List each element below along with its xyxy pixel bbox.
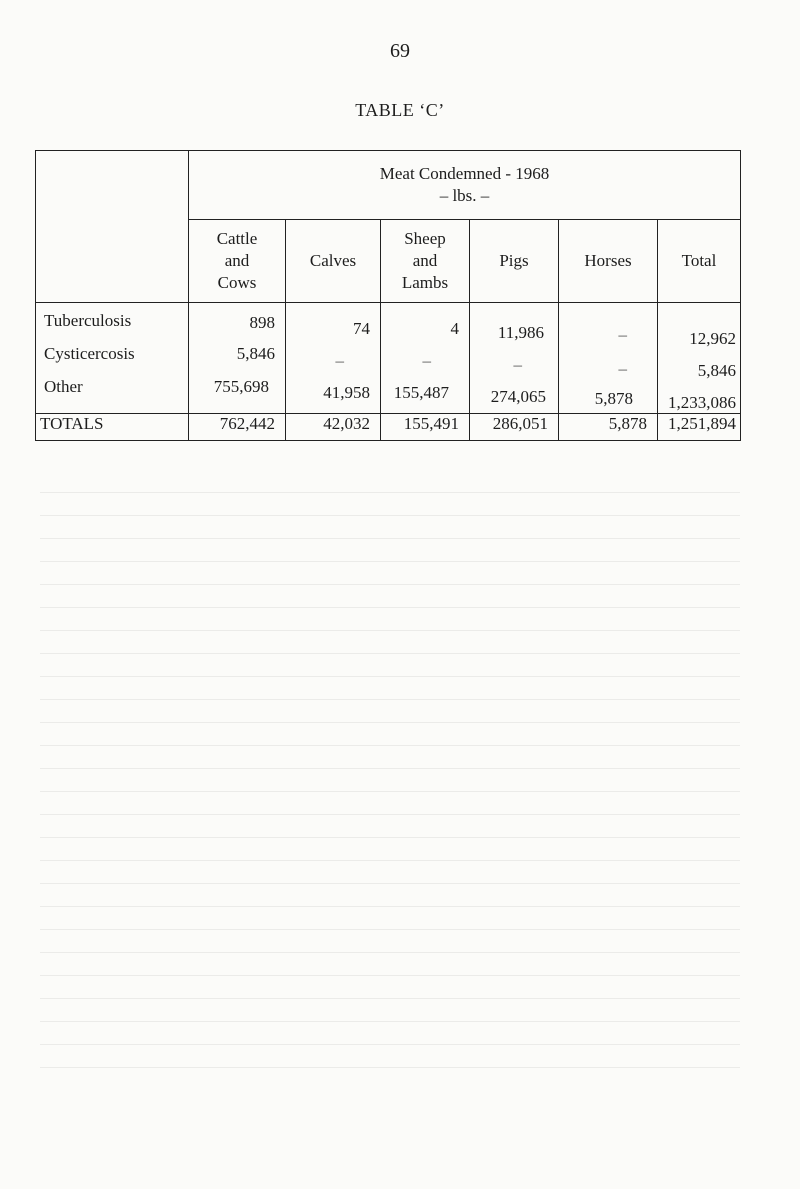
cell-value: 5,846	[236, 344, 275, 363]
meat-condemned-table	[35, 150, 741, 441]
pigs-values	[470, 303, 559, 414]
total-sheep: 155,491	[381, 414, 470, 441]
totals-row	[36, 414, 741, 441]
horses-values	[559, 303, 658, 414]
col-header-calves: Calves	[286, 220, 381, 303]
cell-value: 12,962	[689, 329, 736, 348]
col-header-total: Total	[658, 220, 741, 303]
cell-value: 5,846	[697, 361, 736, 380]
row-labels-cell	[36, 303, 189, 414]
cell-value: 4	[450, 319, 459, 338]
cell-value: 274,065	[490, 387, 546, 406]
total-horses: 5,878	[559, 414, 658, 441]
col-header-pigs: Pigs	[470, 220, 559, 303]
cell-value: 1,233,086	[668, 393, 736, 412]
cell-value: –	[618, 359, 627, 378]
table-title: TABLE ‘C’	[355, 100, 445, 120]
cell-value: 5,878	[594, 389, 633, 408]
page-number: 69	[390, 40, 410, 62]
total-pigs: 286,051	[470, 414, 559, 441]
corner-cell	[36, 151, 189, 303]
col-header-horses: Horses	[559, 220, 658, 303]
sheep-values	[381, 303, 470, 414]
cell-value: –	[618, 325, 627, 344]
total-values	[658, 303, 741, 414]
table-body	[36, 303, 741, 414]
super-header	[189, 151, 741, 220]
cell-value: 898	[249, 313, 275, 332]
cell-value: –	[335, 351, 344, 370]
cell-value: 11,986	[497, 323, 544, 342]
calves-values	[286, 303, 381, 414]
total-total: 1,251,894	[658, 414, 741, 441]
cell-value: 755,698	[213, 377, 269, 396]
cattle-values	[189, 303, 286, 414]
bleed-through-texture	[40, 470, 740, 1070]
col-header-cattle: Cattle and Cows	[189, 220, 286, 303]
cell-value: 155,487	[393, 383, 449, 402]
col-header-sheep: Sheep and Lambs	[381, 220, 470, 303]
super-header-unit: – lbs. –	[439, 186, 490, 205]
cell-value: 41,958	[323, 383, 370, 402]
totals-label: TOTALS	[36, 414, 189, 441]
cell-value: –	[422, 351, 431, 370]
super-header-title: Meat Condemned - 1968	[379, 164, 550, 183]
row-label: Tuberculosis	[44, 311, 132, 330]
total-calves: 42,032	[286, 414, 381, 441]
total-cattle: 762,442	[189, 414, 286, 441]
cell-value: –	[513, 355, 522, 374]
row-label: Other	[44, 377, 83, 396]
cell-value: 74	[353, 319, 370, 338]
row-label: Cysticercosis	[44, 344, 135, 363]
